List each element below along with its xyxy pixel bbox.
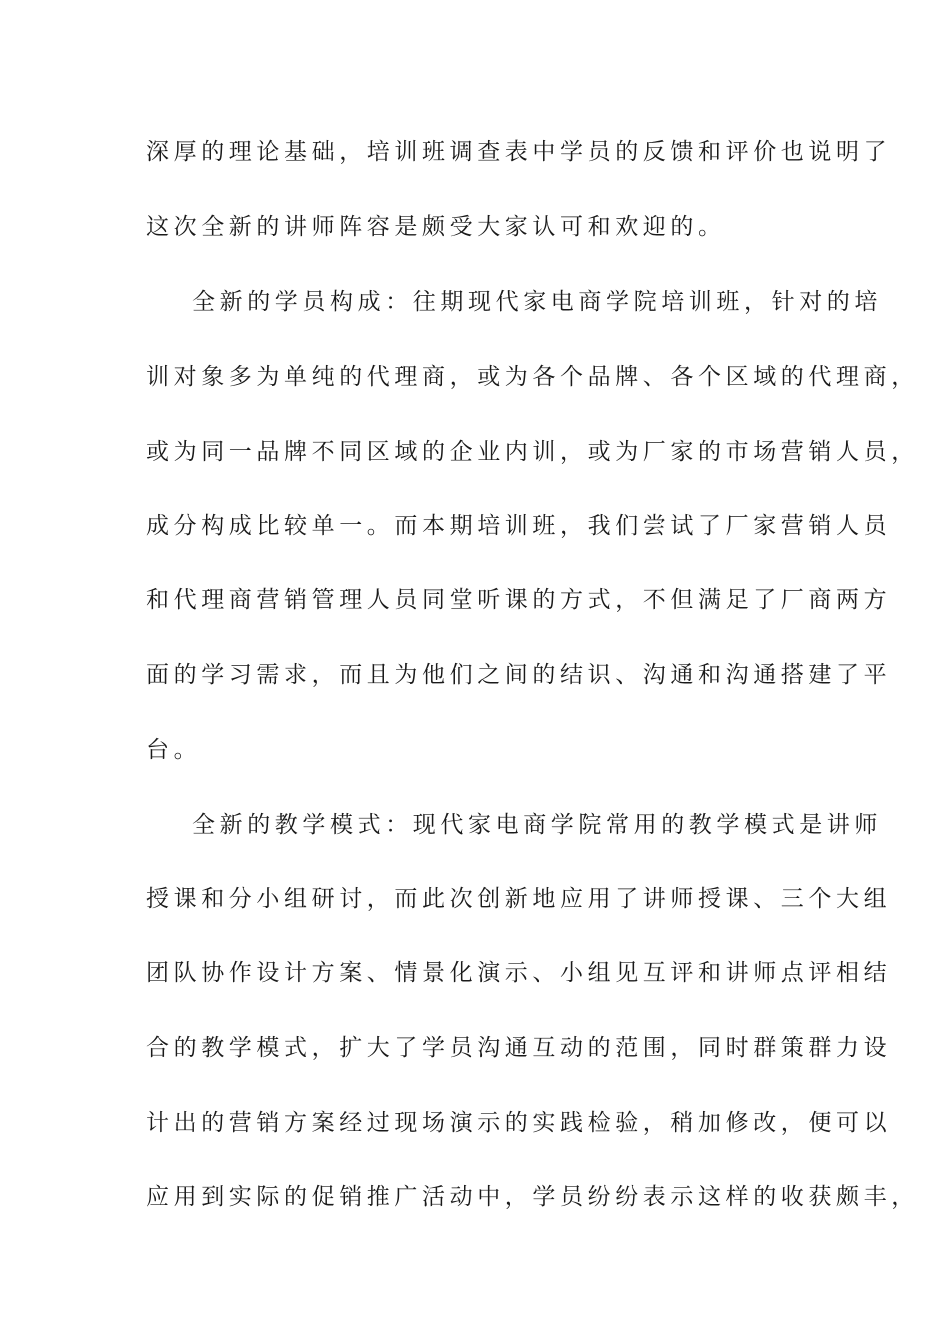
- paragraph-2-line-4: 成分构成比较单一。而本期培训班，我们尝试了厂家营销人员: [146, 513, 892, 539]
- paragraph-3-line-4: 合的教学模式，扩大了学员沟通互动的范围，同时群策群力设: [146, 1035, 892, 1061]
- paragraph-3-line-2: 授课和分小组研讨，而此次创新地应用了讲师授课、三个大组: [146, 886, 892, 912]
- paragraph-1-line-2: 这次全新的讲师阵容是颇受大家认可和欢迎的。: [146, 214, 726, 240]
- paragraph-3-line-5: 计出的营销方案经过现场演示的实践检验，稍加修改，便可以: [146, 1110, 892, 1136]
- paragraph-3-line-1: 全新的教学模式：现代家电商学院常用的教学模式是讲师: [192, 812, 882, 838]
- paragraph-3-line-3: 团队协作设计方案、情景化演示、小组见互评和讲师点评相结: [146, 960, 892, 986]
- paragraph-1-line-1: 深厚的理论基础，培训班调查表中学员的反馈和评价也说明了: [146, 139, 892, 165]
- paragraph-3-line-6: 应用到实际的促销推广活动中，学员纷纷表示这样的收获颇丰，: [146, 1184, 919, 1210]
- paragraph-2-line-7: 台。: [146, 737, 202, 763]
- paragraph-2-line-2: 训对象多为单纯的代理商，或为各个品牌、各个区域的代理商，: [146, 364, 919, 390]
- paragraph-2-line-6: 面的学习需求，而且为他们之间的结识、沟通和沟通搭建了平: [146, 662, 892, 688]
- paragraph-2-line-1: 全新的学员构成：往期现代家电商学院培训班，针对的培: [192, 289, 882, 315]
- paragraph-2-line-5: 和代理商营销管理人员同堂听课的方式，不但满足了厂商两方: [146, 587, 892, 613]
- paragraph-2-line-3: 或为同一品牌不同区域的企业内训，或为厂家的市场营销人员，: [146, 439, 919, 465]
